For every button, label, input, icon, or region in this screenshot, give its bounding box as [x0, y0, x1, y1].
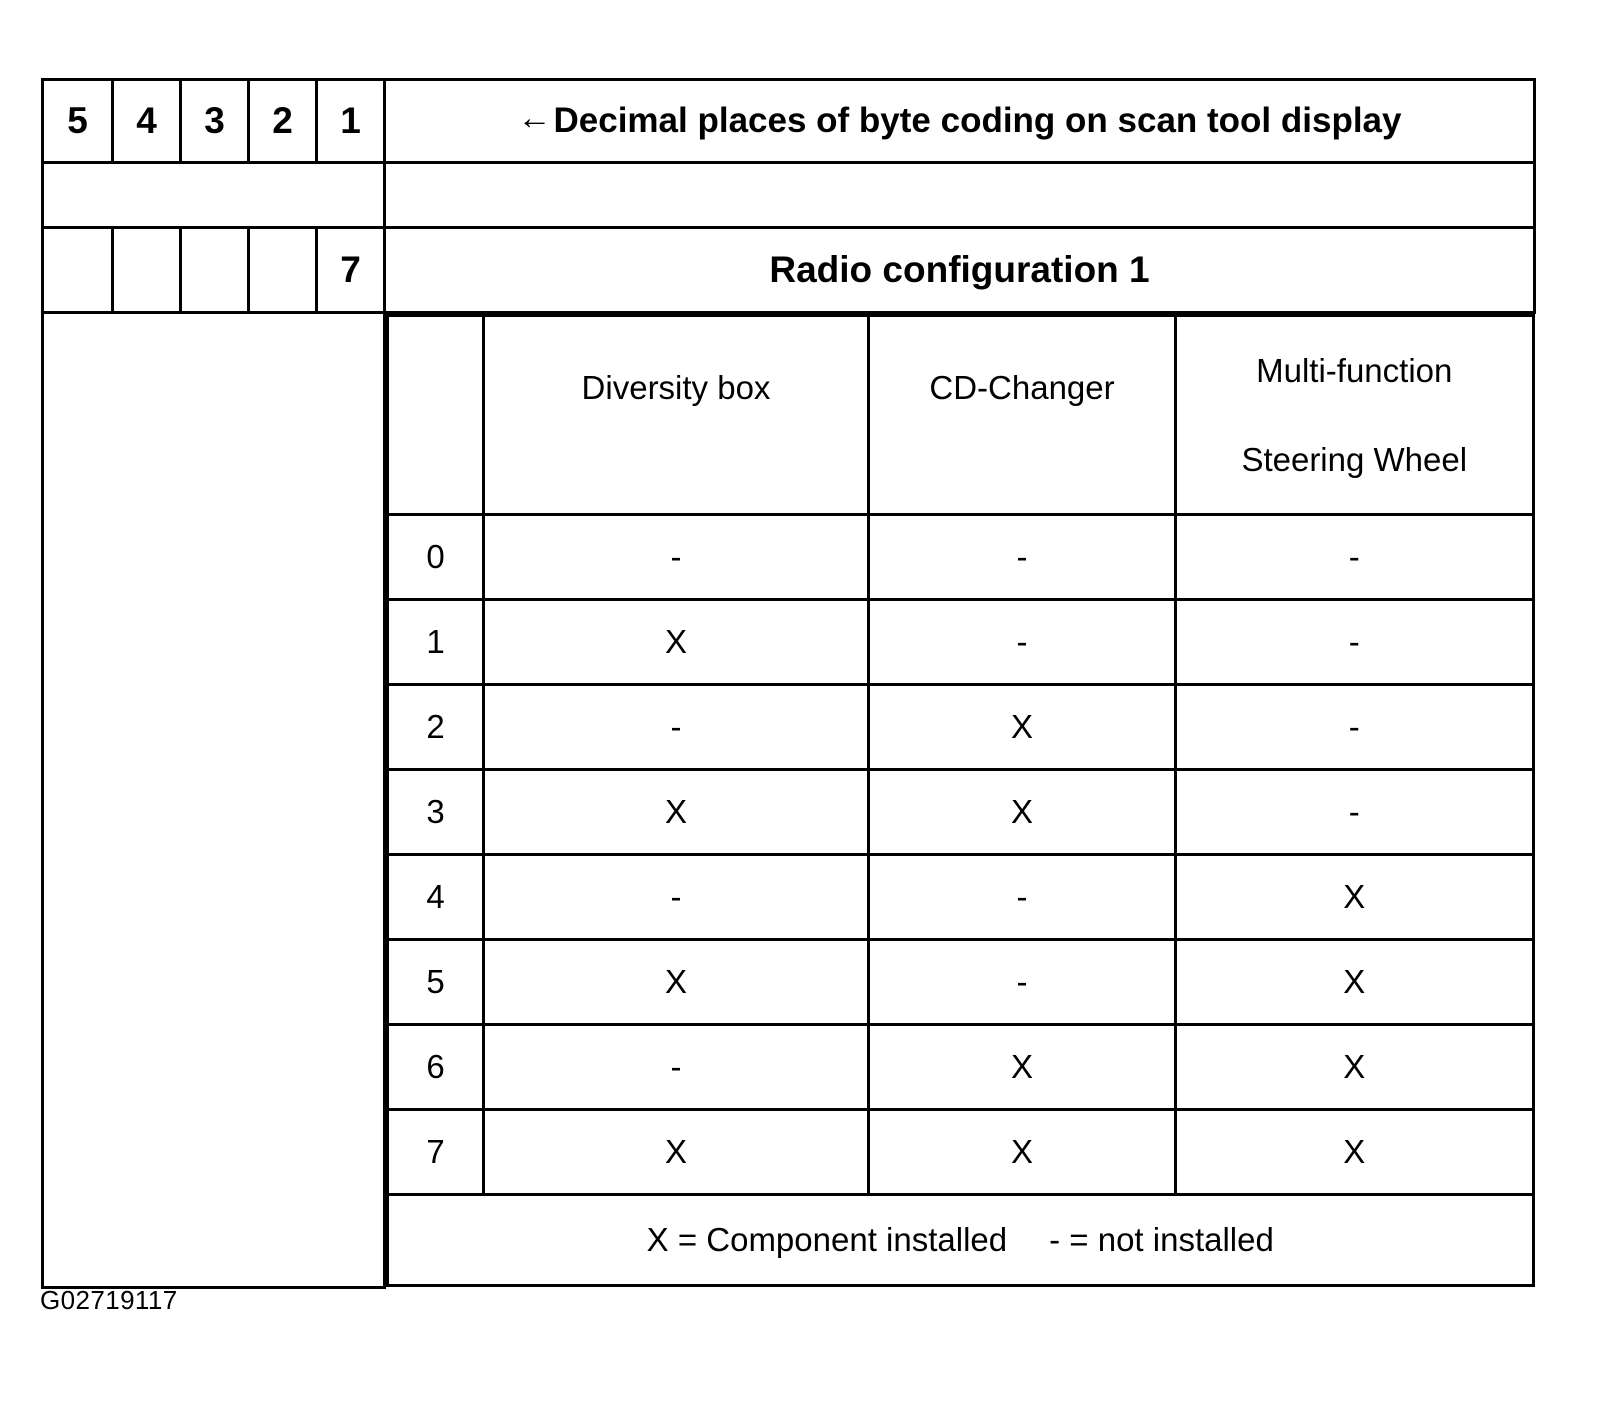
- config-empty-cell-5: [43, 228, 113, 313]
- column-header-cd-changer: [869, 316, 1176, 515]
- row-1-multi-function-steering-wheel: -: [1176, 600, 1534, 685]
- row-0-multi-function-steering-wheel: -: [1176, 515, 1534, 600]
- row-7-cd-changer: X: [869, 1110, 1176, 1195]
- row-7-diversity-box: X: [484, 1110, 869, 1195]
- decimal-places-caption: Decimal places of byte coding on scan tool display: [553, 101, 1402, 140]
- row-4-cd-changer: -: [869, 855, 1176, 940]
- table-row: [388, 940, 1534, 1025]
- row-index-2: 2: [388, 685, 484, 770]
- component-matrix-header-row: [388, 316, 1534, 515]
- legend-cell: [388, 1195, 1534, 1286]
- component-matrix-table: [386, 314, 1535, 1287]
- decimal-place-digit-3: 3: [181, 80, 249, 163]
- left-arrow-icon: ←: [517, 99, 552, 137]
- config-digit-7: 7: [317, 228, 385, 313]
- column-header-multi-function-steering-wheel: [1176, 316, 1534, 515]
- coding-table: [41, 78, 1536, 1289]
- table-row: [388, 855, 1534, 940]
- legend-row: [388, 1195, 1534, 1286]
- row-7-multi-function-steering-wheel: X: [1176, 1110, 1534, 1195]
- row-index-3: 3: [388, 770, 484, 855]
- table-row: [388, 515, 1534, 600]
- row-index-6: 6: [388, 1025, 484, 1110]
- column-header-msw-line2: Steering Wheel: [1241, 441, 1468, 478]
- decimal-places-row: [43, 80, 1535, 163]
- coding-table-wrapper: [41, 78, 1536, 1289]
- config-empty-cell-3: [181, 228, 249, 313]
- radio-configuration-row: [43, 228, 1535, 313]
- table-row: [388, 600, 1534, 685]
- column-header-diversity-box-line1: Diversity box: [581, 368, 771, 406]
- row-2-diversity-box: -: [484, 685, 869, 770]
- row-4-diversity-box: -: [484, 855, 869, 940]
- row-index-5: 5: [388, 940, 484, 1025]
- table-row: [388, 770, 1534, 855]
- decimal-place-digit-2: 2: [249, 80, 317, 163]
- config-empty-cell-2: [249, 228, 317, 313]
- decimal-place-digit-5: 5: [43, 80, 113, 163]
- row-5-multi-function-steering-wheel: X: [1176, 940, 1534, 1025]
- radio-configuration-title: Radio configuration 1: [385, 228, 1535, 313]
- detail-table-cell: [385, 313, 1535, 1288]
- spacer-row: [43, 163, 1535, 228]
- table-row: [388, 685, 1534, 770]
- spacer-right-cell: [385, 163, 1535, 228]
- decimal-places-caption-cell: [385, 80, 1535, 163]
- legend-not-installed: - = not installed: [1049, 1221, 1274, 1258]
- column-header-diversity-box: [484, 316, 869, 515]
- figure-code: G02719117: [40, 1285, 178, 1315]
- config-empty-cell-4: [113, 228, 181, 313]
- row-6-diversity-box: -: [484, 1025, 869, 1110]
- row-2-multi-function-steering-wheel: -: [1176, 685, 1534, 770]
- row-6-cd-changer: X: [869, 1025, 1176, 1110]
- left-blank-block: [43, 313, 385, 1288]
- row-3-multi-function-steering-wheel: -: [1176, 770, 1534, 855]
- column-header-cd-changer-line1: CD-Changer: [929, 368, 1115, 406]
- table-row: [388, 1025, 1534, 1110]
- row-6-multi-function-steering-wheel: X: [1176, 1025, 1534, 1110]
- row-index-1: 1: [388, 600, 484, 685]
- row-index-0: 0: [388, 515, 484, 600]
- row-2-cd-changer: X: [869, 685, 1176, 770]
- row-3-diversity-box: X: [484, 770, 869, 855]
- row-index-7: 7: [388, 1110, 484, 1195]
- row-1-diversity-box: X: [484, 600, 869, 685]
- row-index-4: 4: [388, 855, 484, 940]
- table-row: [388, 1110, 1534, 1195]
- matrix-index-header: [388, 316, 484, 515]
- spacer-left-cell: [43, 163, 385, 228]
- row-3-cd-changer: X: [869, 770, 1176, 855]
- column-header-msw-line1: Multi-function: [1256, 352, 1453, 389]
- legend-installed: X = Component installed: [646, 1221, 1008, 1258]
- row-5-diversity-box: X: [484, 940, 869, 1025]
- detail-row: [43, 313, 1535, 1288]
- decimal-place-digit-1: 1: [317, 80, 385, 163]
- decimal-place-digit-4: 4: [113, 80, 181, 163]
- row-5-cd-changer: -: [869, 940, 1176, 1025]
- row-0-cd-changer: -: [869, 515, 1176, 600]
- row-1-cd-changer: -: [869, 600, 1176, 685]
- row-0-diversity-box: -: [484, 515, 869, 600]
- row-4-multi-function-steering-wheel: X: [1176, 855, 1534, 940]
